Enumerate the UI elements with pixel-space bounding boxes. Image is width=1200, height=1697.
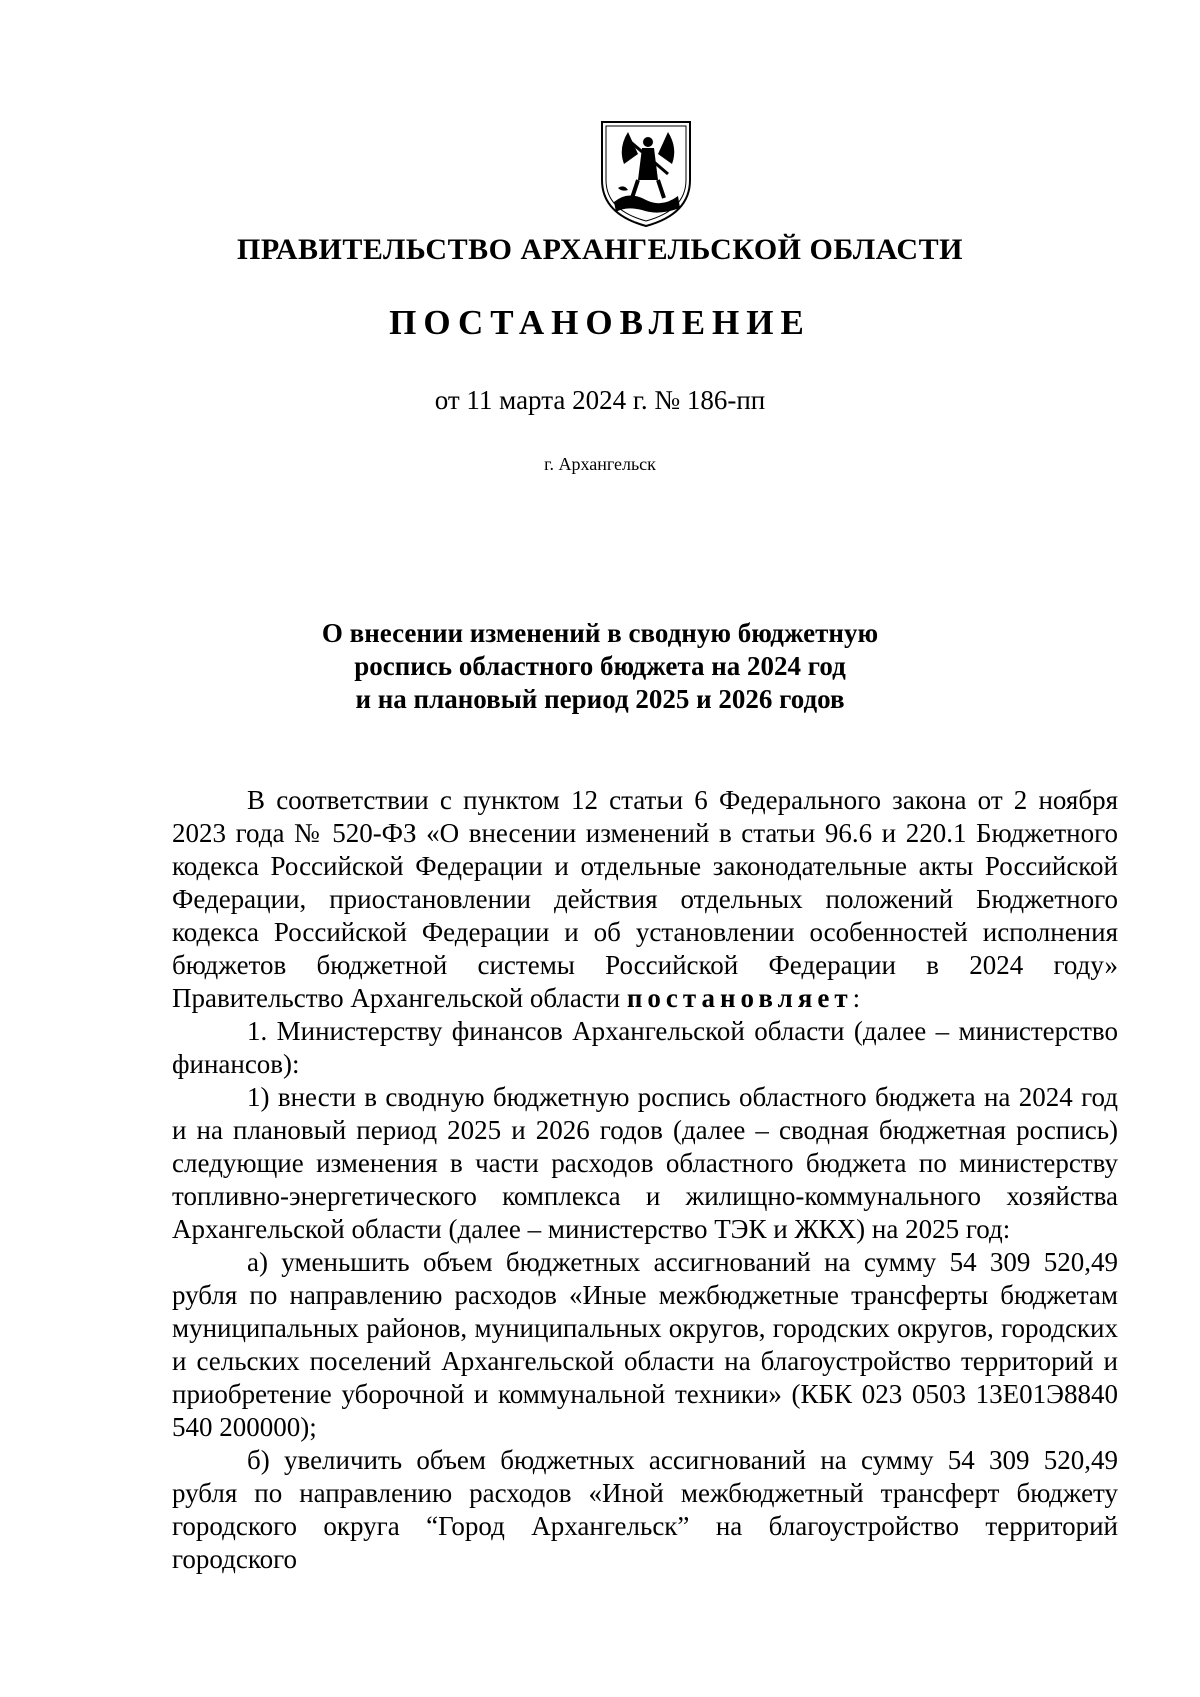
intro-colon: : [852, 983, 861, 1013]
document-subject [0, 617, 1200, 716]
document-type-heading: ПОСТАНОВЛЕНИЕ [389, 303, 811, 342]
city-name: г. Архангельск [544, 454, 656, 474]
document-body [172, 784, 1118, 1576]
intro-paragraph [172, 784, 1118, 1015]
paragraph-item-1: 1. Министерству финансов Архангельской области (далее – министерство финансов): [172, 1016, 1118, 1079]
decree-word: постановляет [626, 983, 853, 1013]
paragraph-item-1-1: 1) внести в сводную бюджетную роспись областного бюджета на 2024 год и на плановый период 2025 и 2026 годов (далее – сводная бюджетная роспись) следующие изменения в части расходов областного бюджета по министерству топливно-энергетического комплекса и жилищно-коммунального хозяйства Архангельской области (далее – министерство ТЭК и ЖКХ) на 2025 год: [172, 1082, 1118, 1244]
coat-of-arms-emblem [598, 118, 694, 230]
paragraph-item-a: а) уменьшить объем бюджетных ассигнований на сумму 54 309 520,49 рубля по направлению расходов «Иные межбюджетные трансферты бюджетам муниципальных районов, муниципальных округов, городских округов, городских и сельских поселений Архангельской области на благоустройство территорий и приобретение уборочной и коммунальной техники» (КБК 023 0503 13Е01Э8840 540 200000); [172, 1247, 1118, 1442]
subject-line: роспись областного бюджета на 2024 год [354, 651, 846, 681]
date-and-number: от 11 марта 2024 г. № 186-пп [434, 385, 766, 415]
intro-text: В соответствии с пунктом 12 статьи 6 Федерального закона от 2 ноября 2023 года № 520-ФЗ «О внесении изменений в статьи 96.6 и 220.1 Бюджетного кодекса Российской Федерации и отдельные законодательные акты Российской Федерации, приостановлении действия отдельных положений Бюджетного кодекса Российской Федерации и об установлении особенностей исполнения бюджетов бюджетной системы Российской Федерации в 2024 году» Правительство Архангельской области [172, 785, 1118, 1013]
paragraph-item-b: б) увеличить объем бюджетных ассигнований на сумму 54 309 520,49 рубля по направлению расходов «Иной межбюджетный трансферт бюджету городского округа “Город Архангельск” на благоустройство территорий городского [172, 1445, 1118, 1574]
subject-line: и на плановый период 2025 и 2026 годов [355, 684, 845, 714]
subject-line: О внесении изменений в сводную бюджетную [321, 618, 879, 648]
government-title: ПРАВИТЕЛЬСТВО АРХАНГЕЛЬСКОЙ ОБЛАСТИ [237, 233, 963, 266]
